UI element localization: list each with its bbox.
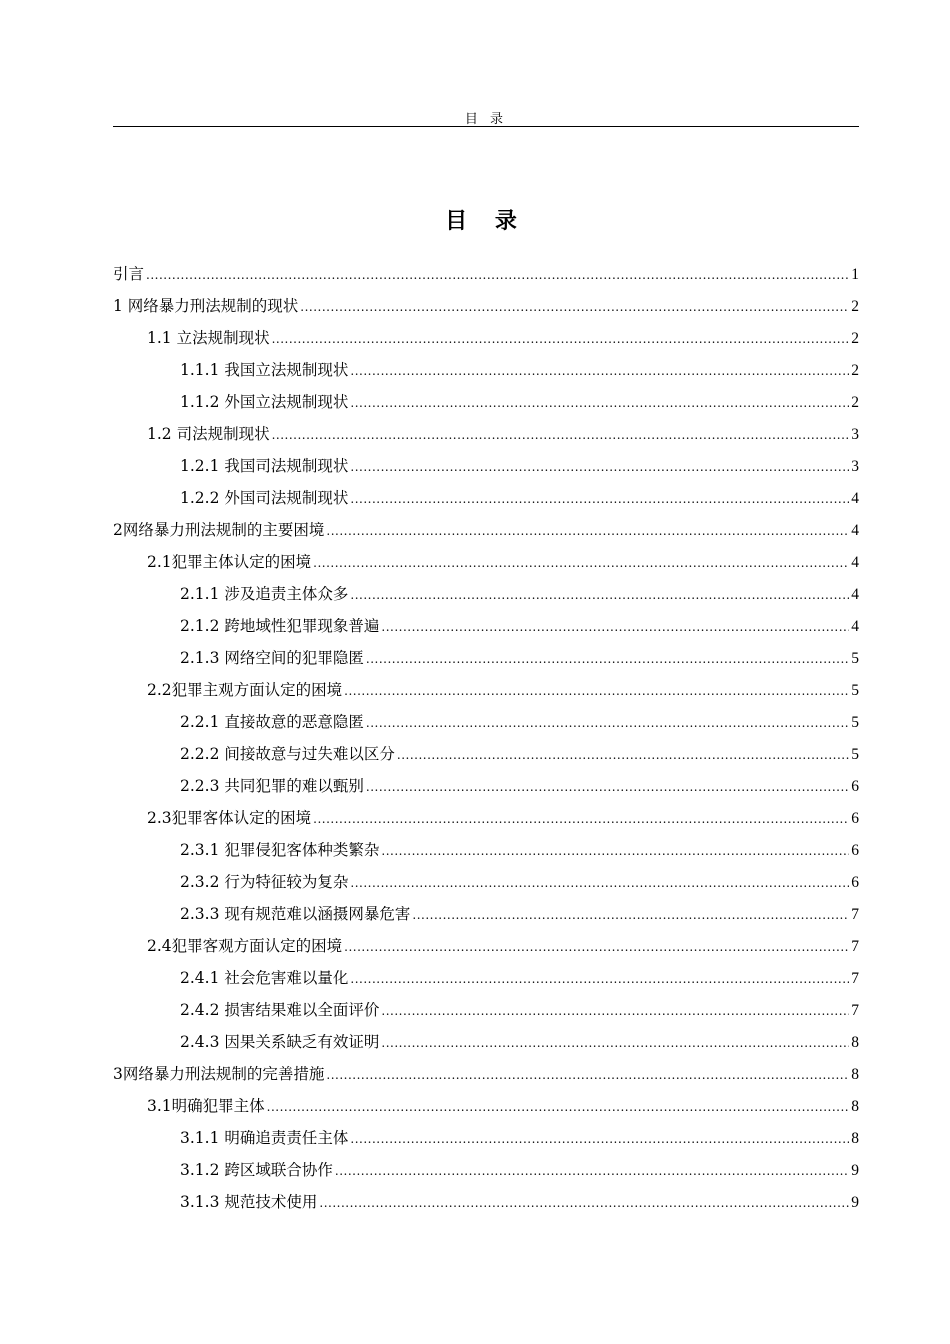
toc-entry[interactable]: [113, 1154, 859, 1186]
toc-entry-title: 1.2 司法规制现状: [147, 425, 270, 443]
toc-entry[interactable]: [113, 738, 859, 770]
toc-entry-title: 2.2.2 间接故意与过失难以区分: [180, 745, 395, 763]
toc-entry[interactable]: [113, 770, 859, 802]
toc-entry[interactable]: [113, 706, 859, 738]
toc-entry-title: 3.1.3 规范技术使用: [180, 1193, 318, 1211]
toc-entry[interactable]: [113, 290, 859, 322]
toc-entry[interactable]: [113, 1090, 859, 1122]
toc-entry[interactable]: [113, 994, 859, 1026]
toc-entry-page-number: 7: [851, 1002, 859, 1019]
toc-entry-title: 3.1明确犯罪主体: [147, 1097, 265, 1115]
toc-entry-page-number: 6: [851, 842, 859, 859]
toc-dot-leader: [272, 419, 850, 451]
toc-entry-title: 2.4犯罪客观方面认定的困境: [147, 937, 343, 955]
toc-entry-title: 3网络暴力刑法规制的完善措施: [113, 1065, 325, 1083]
toc-entry-title: 1 网络暴力刑法规制的现状: [113, 297, 299, 315]
table-of-contents: [113, 258, 859, 1218]
toc-dot-leader: [319, 1187, 849, 1219]
toc-entry-page-number: 8: [851, 1066, 859, 1083]
toc-dot-leader: [350, 867, 849, 899]
toc-dot-leader: [381, 1027, 849, 1059]
toc-dot-leader: [313, 803, 849, 835]
toc-entry[interactable]: [113, 610, 859, 642]
toc-entry[interactable]: [113, 1058, 859, 1090]
toc-dot-leader: [366, 643, 849, 675]
toc-entry[interactable]: [113, 930, 859, 962]
toc-dot-leader: [350, 483, 849, 515]
toc-entry[interactable]: [113, 1122, 859, 1154]
toc-entry-title: 2.2犯罪主观方面认定的困境: [147, 681, 343, 699]
toc-entry-page-number: 4: [851, 586, 859, 603]
toc-entry-page-number: 9: [851, 1194, 859, 1211]
toc-entry[interactable]: [113, 418, 859, 450]
toc-entry-page-number: 6: [851, 778, 859, 795]
toc-entry[interactable]: [113, 578, 859, 610]
toc-entry-page-number: 2: [851, 394, 859, 411]
toc-entry[interactable]: [113, 450, 859, 482]
toc-dot-leader: [366, 771, 849, 803]
toc-entry-title: 2.3犯罪客体认定的困境: [147, 809, 312, 827]
toc-entry-page-number: 5: [851, 714, 859, 731]
running-header: 目 录: [464, 112, 508, 127]
toc-entry[interactable]: [113, 802, 859, 834]
toc-entry-title: 2.1.1 涉及追责主体众多: [180, 585, 349, 603]
toc-entry-title: 2.1犯罪主体认定的困境: [147, 553, 312, 571]
toc-entry[interactable]: [113, 898, 859, 930]
toc-entry-page-number: 5: [851, 746, 859, 763]
toc-entry-page-number: 3: [851, 426, 859, 443]
toc-entry[interactable]: [113, 322, 859, 354]
toc-dot-leader: [350, 451, 849, 483]
toc-entry[interactable]: [113, 674, 859, 706]
toc-dot-leader: [146, 259, 849, 291]
toc-dot-leader: [397, 739, 849, 771]
toc-entry[interactable]: [113, 1026, 859, 1058]
toc-entry-page-number: 9: [851, 1162, 859, 1179]
toc-entry-page-number: 2: [851, 362, 859, 379]
toc-entry-title: 2.4.2 损害结果难以全面评价: [180, 1001, 380, 1019]
toc-dot-leader: [366, 707, 849, 739]
toc-entry-title: 2.2.3 共同犯罪的难以甄别: [180, 777, 364, 795]
toc-entry-title: 2.3.1 犯罪侵犯客体种类繁杂: [180, 841, 380, 859]
toc-entry-title: 2.3.2 行为特征较为复杂: [180, 873, 349, 891]
toc-dot-leader: [381, 611, 849, 643]
toc-entry-page-number: 4: [851, 522, 859, 539]
toc-entry-page-number: 4: [851, 618, 859, 635]
toc-dot-leader: [344, 675, 849, 707]
toc-dot-leader: [335, 1155, 849, 1187]
toc-dot-leader: [326, 1059, 849, 1091]
toc-entry[interactable]: [113, 386, 859, 418]
toc-entry-page-number: 6: [851, 810, 859, 827]
toc-entry-title: 3.1.2 跨区域联合协作: [180, 1161, 333, 1179]
header-divider: [113, 126, 859, 127]
toc-dot-leader: [350, 1123, 849, 1155]
toc-entry[interactable]: [113, 546, 859, 578]
toc-entry-page-number: 3: [851, 458, 859, 475]
toc-entry[interactable]: [113, 514, 859, 546]
toc-entry-page-number: 2: [851, 298, 859, 315]
toc-dot-leader: [350, 355, 849, 387]
toc-dot-leader: [381, 835, 849, 867]
toc-entry-title: 1.1 立法规制现状: [147, 329, 270, 347]
toc-entry-page-number: 1: [851, 266, 859, 283]
toc-entry-page-number: 7: [851, 970, 859, 987]
toc-entry-page-number: 4: [851, 554, 859, 571]
toc-entry-page-number: 4: [851, 490, 859, 507]
toc-dot-leader: [326, 515, 849, 547]
toc-entry-title: 2.4.1 社会危害难以量化: [180, 969, 349, 987]
toc-entry-title: 3.1.1 明确追责责任主体: [180, 1129, 349, 1147]
toc-entry-page-number: 6: [851, 874, 859, 891]
toc-entry[interactable]: [113, 866, 859, 898]
toc-dot-leader: [350, 963, 849, 995]
toc-entry-title: 2.4.3 因果关系缺乏有效证明: [180, 1033, 380, 1051]
toc-entry-title: 1.2.2 外国司法规制现状: [180, 489, 349, 507]
toc-entry-page-number: 7: [851, 906, 859, 923]
toc-entry-title: 2.3.3 现有规范难以涵摄网暴危害: [180, 905, 411, 923]
toc-dot-leader: [300, 291, 849, 323]
page-title: 目 录: [445, 209, 527, 234]
toc-entry[interactable]: [113, 834, 859, 866]
toc-entry-page-number: 8: [851, 1098, 859, 1115]
toc-entry-title: 1.2.1 我国司法规制现状: [180, 457, 349, 475]
toc-dot-leader: [267, 1091, 850, 1123]
toc-entry-title: 2.1.2 跨地域性犯罪现象普遍: [180, 617, 380, 635]
toc-dot-leader: [381, 995, 849, 1027]
toc-entry-page-number: 8: [851, 1130, 859, 1147]
toc-entry-page-number: 2: [851, 330, 859, 347]
toc-entry[interactable]: [113, 482, 859, 514]
toc-entry-title: 引言: [113, 265, 145, 283]
toc-entry-page-number: 7: [851, 938, 859, 955]
toc-entry[interactable]: [113, 354, 859, 386]
toc-entry-page-number: 5: [851, 682, 859, 699]
toc-dot-leader: [344, 931, 849, 963]
toc-entry[interactable]: [113, 962, 859, 994]
toc-entry-title: 1.1.1 我国立法规制现状: [180, 361, 349, 379]
toc-dot-leader: [350, 579, 849, 611]
toc-entry-title: 2.1.3 网络空间的犯罪隐匿: [180, 649, 364, 667]
toc-dot-leader: [412, 899, 849, 931]
toc-entry-title: 2.2.1 直接故意的恶意隐匿: [180, 713, 364, 731]
toc-entry-page-number: 8: [851, 1034, 859, 1051]
toc-entry-title: 1.1.2 外国立法规制现状: [180, 393, 349, 411]
toc-entry-page-number: 5: [851, 650, 859, 667]
toc-dot-leader: [350, 387, 849, 419]
toc-dot-leader: [272, 323, 850, 355]
toc-entry[interactable]: [113, 642, 859, 674]
toc-entry[interactable]: [113, 1186, 859, 1218]
toc-entry-title: 2网络暴力刑法规制的主要困境: [113, 521, 325, 539]
toc-dot-leader: [313, 547, 849, 579]
toc-entry[interactable]: [113, 258, 859, 290]
